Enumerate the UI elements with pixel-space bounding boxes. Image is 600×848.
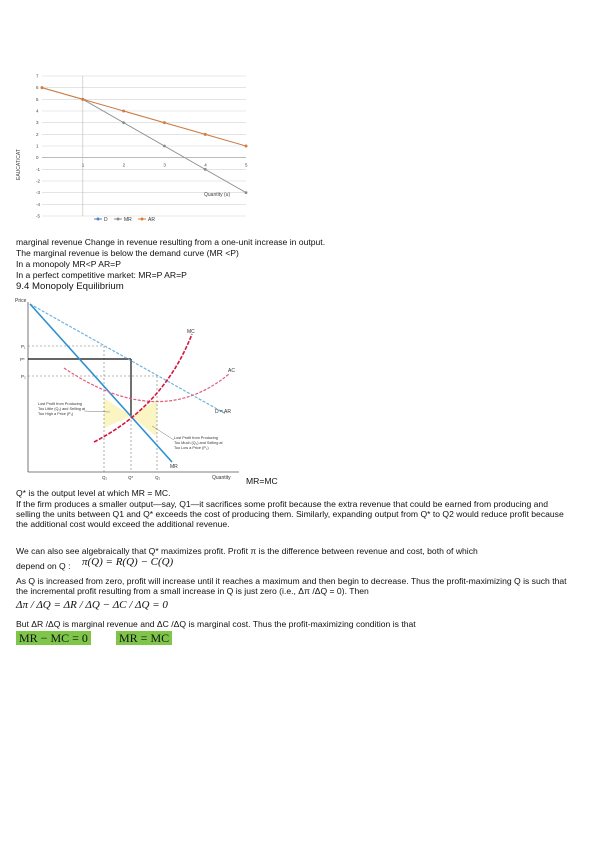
data-point-ar [204, 133, 207, 136]
chart1-series [41, 86, 248, 194]
chart1-y-axis-label: EAUCAT/CAT [16, 149, 22, 180]
p2-tick: P₂ [21, 374, 26, 379]
monopoly-equilibrium-chart [14, 296, 244, 481]
revenue-chart [14, 70, 254, 230]
data-point-ar [81, 98, 84, 101]
y-tick-label: -4 [36, 201, 41, 207]
chart1-y-ticks [36, 74, 40, 219]
note-right-line: Lost Profit from Producing [174, 436, 218, 440]
competitive-note: In a perfect competitive market: MR=P AR=P [16, 270, 187, 280]
note-right-line: Too Low a Price (P₂) [174, 446, 209, 450]
chart1-x-ticks [82, 163, 248, 168]
chart1-annotation: Quantity (u) [204, 192, 231, 198]
data-point-ar [41, 86, 44, 89]
paragraph-depend: depend on Q : [16, 561, 71, 571]
section-heading: 9.4 Monopoly Equilibrium [16, 281, 124, 292]
qstar-tick: Q* [128, 475, 134, 480]
data-point-mr [245, 191, 248, 194]
delta-formula: Δπ / ΔQ = ΔR / ΔQ − ΔC / ΔQ = 0 [16, 599, 168, 611]
y-tick-label: -2 [36, 178, 41, 184]
dar-label: D = AR [215, 409, 231, 415]
series-line-ar [42, 88, 246, 146]
legend-ar: AR [148, 217, 155, 223]
x-tick-label: 1 [81, 162, 85, 168]
data-point-ar [245, 145, 248, 148]
paragraph-smaller-output: If the firm produces a smaller output—say, Q1—it sacrifices some profit because the extra revenue that could be earned from producing and selling the units between Q1 and Q* exceeds the cost of producing them. Similarly, expanding output from Q* to Q2 would reduce profit because the additional cost would exceed the additional revenue. [16, 499, 564, 529]
x-tick-label: 3 [163, 162, 166, 168]
paragraph-increase: As Q is increased from zero, profit will increase until it reaches a maximum and then begin to decrease. Thus the profit-maximizing Q is such that the incremental profit resulting from a small increase in Q is just zero (i.e., Δπ /ΔQ = 0). Then [16, 576, 567, 596]
note-left-line: Too Little (Q₁) and Selling at [38, 407, 86, 411]
y-tick-label: 2 [36, 131, 39, 137]
series-line-mr [42, 88, 246, 193]
ac-label: AC [228, 368, 235, 374]
y-tick-label: 7 [36, 73, 39, 79]
y-tick-label: -3 [36, 190, 41, 196]
formula-mr-equals-mc: MR = MC [116, 631, 172, 645]
pstar-tick: P* [20, 357, 25, 362]
mc-label: MC [187, 329, 195, 335]
y-tick-label: -1 [36, 166, 41, 172]
y-tick-label: 6 [36, 85, 39, 91]
y-tick-label: -5 [36, 213, 41, 219]
quantity-axis-label: Quantity [212, 475, 231, 481]
monopoly-note: In a monopoly MR<P AR=P [16, 259, 121, 269]
data-point-mr [163, 145, 166, 148]
profit-formula: π(Q) = R(Q) − C(Q) [82, 556, 174, 568]
y-tick-label: 0 [36, 155, 39, 161]
y-tick-label: 1 [36, 143, 39, 149]
data-point-mr [204, 168, 207, 171]
x-tick-label: 5 [245, 162, 248, 168]
data-point-ar [122, 110, 125, 113]
mr-definition: marginal revenue Change in revenue resulting from a one-unit increase in output. [16, 237, 326, 247]
paragraph-algebra: We can also see algebraically that Q* maximizes profit. Profit π is the difference between revenue and cost, both of which [16, 546, 478, 556]
x-tick-label: 2 [122, 162, 126, 168]
paragraph-qstar: Q* is the output level at which MR = MC. [16, 488, 171, 498]
note-right-line: Too Much (Q₂) and Selling at [174, 441, 223, 445]
q2-tick: Q₂ [155, 475, 161, 480]
p1-tick: P₁ [21, 344, 26, 349]
legend-d: D [104, 217, 108, 223]
note-left-line: Too High a Price (P₁) [38, 412, 74, 416]
mr-label: MR [170, 464, 178, 470]
y-tick-label: 5 [36, 96, 39, 102]
formula-mr-minus-mc: MR − MC = 0 [16, 631, 91, 645]
legend-mr: MR [124, 217, 132, 223]
price-axis-label: Price [15, 298, 27, 304]
mr-below-demand: The marginal revenue is below the demand curve (MR <P) [16, 248, 239, 258]
y-tick-label: 3 [36, 120, 39, 126]
note-left-line: Lost Profit from Producing [38, 402, 82, 406]
chart1-legend [94, 217, 155, 223]
x-tick-label: 4 [204, 162, 207, 168]
data-point-ar [163, 121, 166, 124]
mr-equals-mc-label: MR=MC [246, 476, 278, 486]
paragraph-mr-mc: But ΔR /ΔQ is marginal revenue and ΔC /ΔQ is marginal cost. Thus the profit-maximizing condition is that [16, 619, 416, 629]
y-tick-label: 4 [36, 108, 39, 114]
q1-tick: Q₁ [102, 475, 108, 480]
data-point-mr [122, 121, 125, 124]
